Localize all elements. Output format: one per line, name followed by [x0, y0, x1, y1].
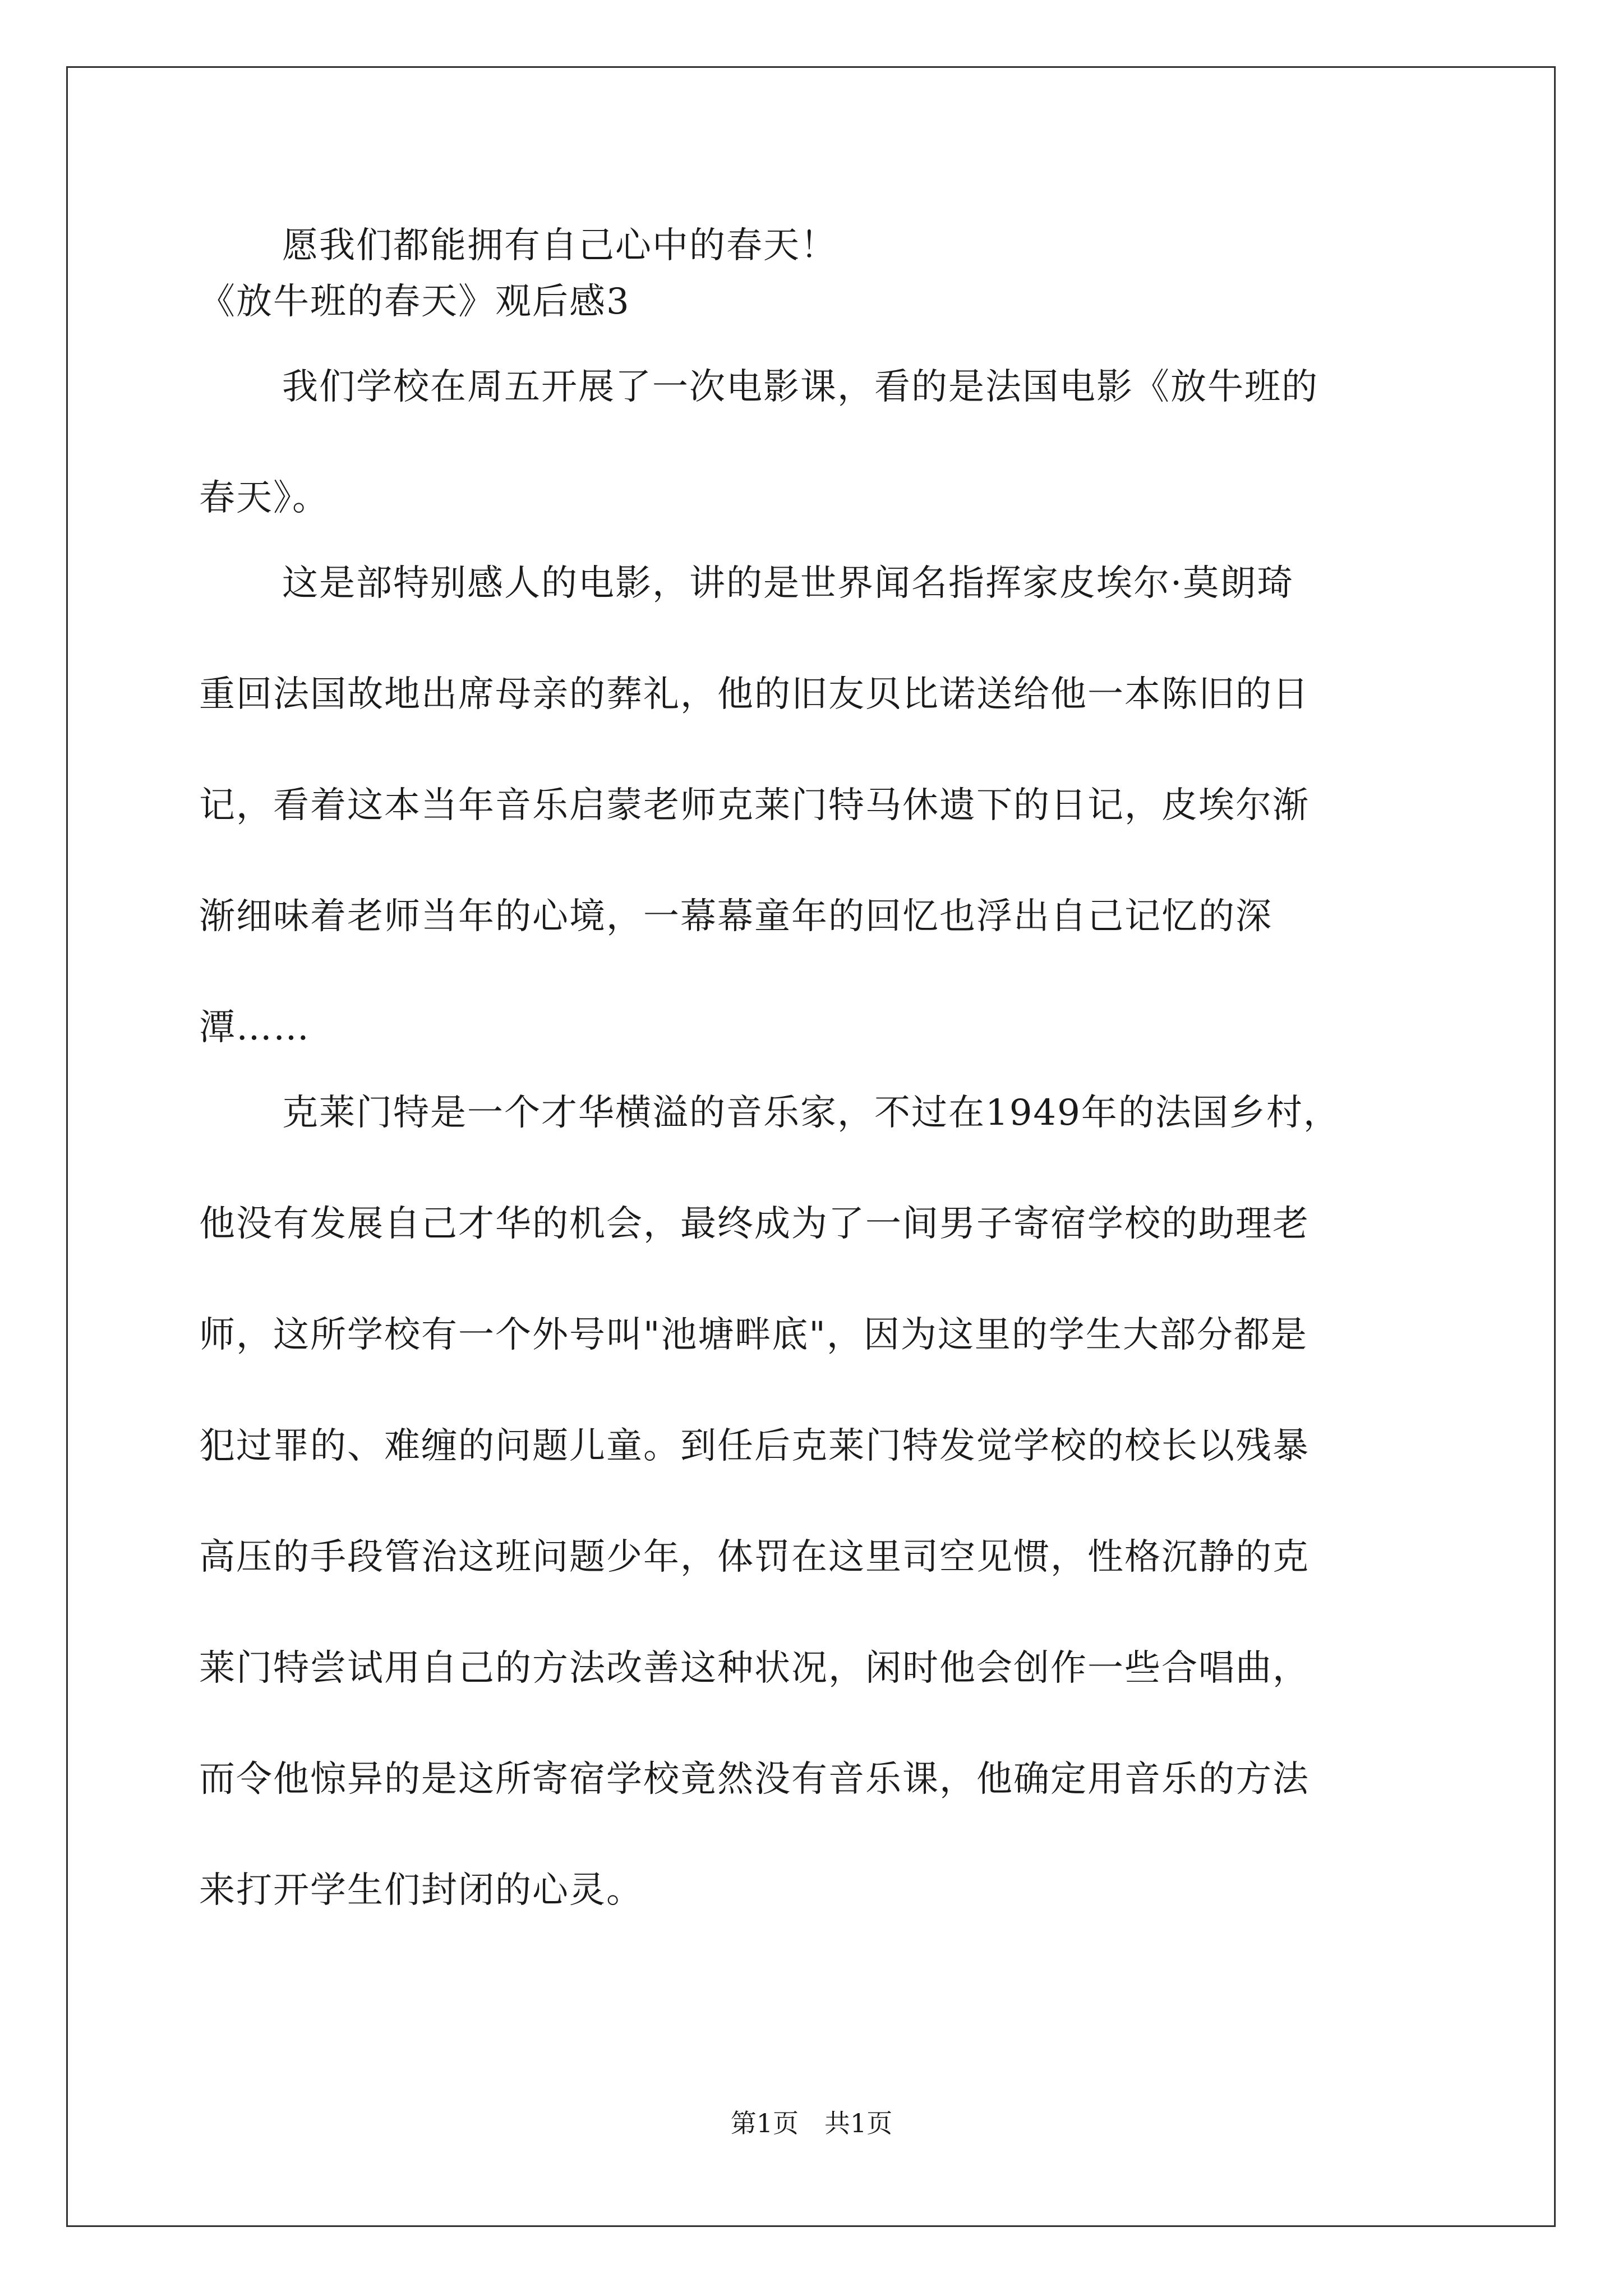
text-line: 记，看着这本当年音乐启蒙老师克莱门特马休遗下的日记，皮埃尔渐 — [199, 785, 1310, 826]
text-line: 犯过罪的、难缠的问题儿童。到任后克莱门特发觉学校的校长以残暴 — [199, 1425, 1310, 1467]
text-line: 莱门特尝试用自己的方法改善这种状况，闲时他会创作一些合唱曲， — [199, 1648, 1310, 1689]
text-line: 愿我们都能拥有自己心中的春天！ — [282, 225, 837, 266]
paragraph — [199, 219, 1433, 273]
document-body — [199, 219, 1433, 1917]
text-line: 渐细味着老师当年的心境，一幕幕童年的回忆也浮出自己记忆的深 — [199, 896, 1272, 937]
text-line: 而令他惊异的是这所寄宿学校竟然没有音乐课，他确定用音乐的方法 — [199, 1759, 1310, 1800]
text-line: 师，这所学校有一个外号叫"池塘畔底"，因为这里的学生大部分都是 — [199, 1314, 1308, 1356]
text-line: 潭…… — [199, 1007, 310, 1048]
page-number-footer: 第1页 共1页 — [730, 2108, 893, 2138]
text-line: 我们学校在周五开展了一次电影课，看的是法国电影《放牛班的 — [282, 366, 1318, 408]
text-line: 他没有发展自己才华的机会，最终成为了一间男子寄宿学校的助理老 — [199, 1203, 1310, 1245]
section-heading — [199, 275, 1433, 329]
paragraph — [199, 556, 1433, 1055]
paragraph — [199, 1086, 1433, 1917]
text-line: 来打开学生们封闭的心灵。 — [199, 1870, 643, 1911]
text-line: 重回法国故地出席母亲的葬礼，他的旧友贝比诺送给他一本陈旧的日 — [199, 674, 1310, 715]
text-line: 这是部特别感人的电影，讲的是世界闻名指挥家皮埃尔·莫朗琦 — [282, 563, 1294, 604]
text-line: 春天》。 — [199, 477, 329, 519]
text-line: 高压的手段管治这班问题少年，体罚在这里司空见惯，性格沉静的克 — [199, 1536, 1310, 1578]
heading-line: 《放牛班的春天》观后感3 — [199, 281, 630, 323]
text-line: 克莱门特是一个才华横溢的音乐家，不过在1949年的法国乡村， — [282, 1092, 1340, 1134]
paragraph — [199, 360, 1433, 525]
